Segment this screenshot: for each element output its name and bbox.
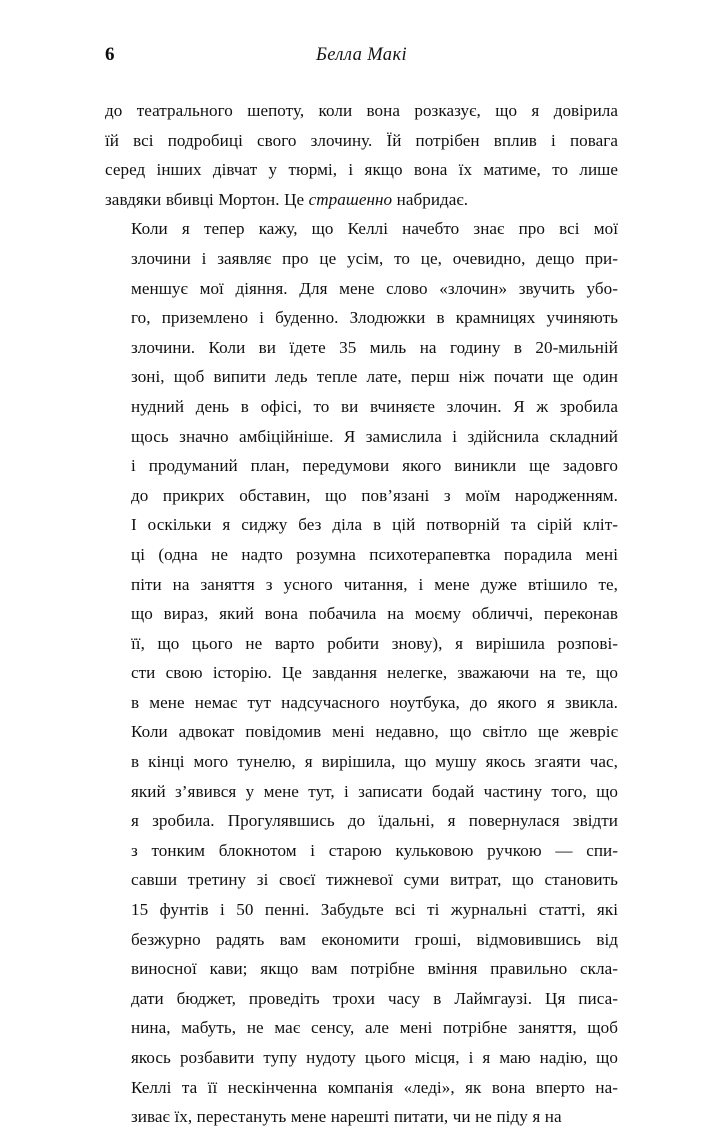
text-line: І оскільки я сиджу без діла в цій потворній та сірій кліт- (131, 515, 618, 535)
body-text (105, 96, 618, 1132)
text-line: завдяки вбивці Мортон. Це страшенно набридає. (105, 189, 469, 209)
emphasis: страшенно (308, 189, 393, 209)
text-line: в мене немає тут надсучасного ноутбука, до якого я звикла. (131, 692, 618, 712)
text-line: до прикрих обставин, що пов’язані з моїм народженням. (131, 485, 618, 505)
text-line: злочини і заявляє про це усім, то це, очевидно, дещо при- (131, 248, 618, 268)
text-line: що вираз, який вона побачила на моєму обличчі, переконав (131, 604, 618, 624)
text-line: серед інших дівчат у тюрмі, і якщо вона їх матиме, то лише (105, 160, 618, 180)
text-line: який з’явився у мене тут, і записати бодай частину того, що (131, 781, 618, 801)
text-line: зоні, щоб випити ледь тепле лате, перш ніж почати ще один (131, 367, 618, 387)
text-line: ці (одна не надто розумна психотерапевтка порадила мені (131, 544, 618, 564)
text-line: меншує мої діяння. Для мене слово «злочин» звучить убо- (131, 278, 618, 298)
text-line: дати бюджет, проведіть трохи часу в Лаймгаузі. Ця писа- (131, 988, 618, 1008)
text-line: я зробила. Прогулявшись до їдальні, я повернулася звідти (131, 811, 618, 831)
text-line: якось розбавити тупу нудоту цього місця, і я маю надію, що (131, 1048, 618, 1067)
page-number: 6 (105, 44, 115, 65)
text-line: сти свою історію. Це завдання нелегке, зважаючи на те, що (131, 663, 618, 683)
paragraph (105, 96, 618, 214)
text-line: до театрального шепоту, коли вона розказує, що я довірила (105, 101, 618, 120)
text-line: нина, мабуть, не має сенсу, але мені потрібне заняття, щоб (131, 1018, 618, 1038)
text-line: 15 фунтів і 50 пенні. Забудьте всі ті журнальні статті, які (131, 900, 618, 920)
text-line: піти на заняття з усного читання, і мене дуже втішило те, (131, 574, 618, 594)
text-line: в кінці мого тунелю, я вирішила, що мушу якось згаяти час, (131, 752, 618, 772)
text-line: нудний день в офісі, то ви вчиняєте злочин. Я ж зробила (131, 396, 618, 416)
paragraph (105, 214, 618, 1131)
text-line: Коли я тепер кажу, що Келлі начебто знає про всі мої (131, 219, 618, 239)
text-line: її, що цього не варто робити знову), я вирішила розпові- (131, 633, 618, 653)
text-line: злочини. Коли ви їдете 35 миль на годину в 20-мильній (131, 337, 618, 357)
text-line: щось значно амбіційніше. Я замислила і здійснила складний (131, 426, 618, 446)
text-line: Коли адвокат повідомив мені недавно, що світло ще жевріє (131, 722, 618, 742)
text-line: з тонким блокнотом і старою кульковою ручкою — спи- (131, 840, 618, 860)
text-line: савши третину зі своєї тижневої суми витрат, що становить (131, 870, 618, 890)
text-line: безжурно радять вам економити гроші, відмовившись від (131, 929, 618, 949)
book-author-title: Белла Макі (315, 45, 408, 65)
text-line: го, приземлено і буденно. Злодюжки в крамницях учиняють (131, 308, 618, 328)
running-head (105, 42, 618, 68)
text-line: виносної кави; якщо вам потрібне вміння правильно скла- (131, 959, 618, 979)
text-line: Келлі та її нескінченна компанія «леді», як вона вперто на- (131, 1077, 618, 1097)
text-line: і продуманий план, передумови якого виникли ще задовго (131, 456, 618, 476)
text-line: зиває їх, перестануть мене нарешті питати, чи не піду я на (131, 1107, 562, 1127)
text-line: їй всі подробиці свого злочину. Їй потрібен вплив і повага (105, 130, 618, 150)
